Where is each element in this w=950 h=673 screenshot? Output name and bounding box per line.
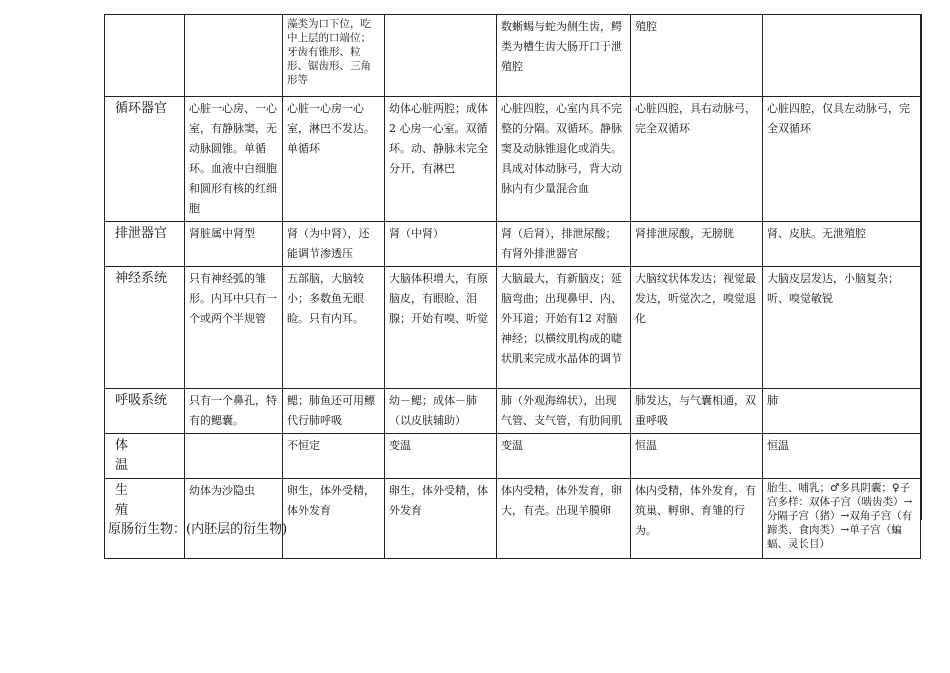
table-cell: 卵生，体外受精，体外发育: [385, 479, 497, 559]
table-cell: 变温: [385, 434, 497, 479]
table-cell: 不恒定: [283, 434, 385, 479]
table-cell: 肾（中肾）: [385, 222, 497, 267]
table-row-temperature: [105, 434, 921, 479]
row-label: 呼吸系统: [105, 389, 185, 434]
table-cell: 心脏四腔，心室内具不完整的分隔。双循环。静脉窦及动脉锥退化或消失。具成对体动脉弓，背大动脉内有少量混合血: [497, 97, 631, 222]
table-cell: 恒温: [631, 434, 763, 479]
table-cell: 肾、皮肤。无泄殖腔: [763, 222, 921, 267]
table-cell: 鳃；肺鱼还可用鳔代行肺呼吸: [283, 389, 385, 434]
table-cell: 心脏一心房、一心室，有静脉窦，无动脉圆锥。单循环。血液中白细胞和圆形有核的红细胞: [185, 97, 283, 222]
table-cell: 体内受精，体外发育，卵大，有壳。出现羊膜卵: [497, 479, 631, 559]
table-cell: 体内受精，体外发育，有筑巢、孵卵、育雏的行为。: [631, 479, 763, 559]
table-row-nervous: [105, 267, 921, 389]
table-cell: 变温: [497, 434, 631, 479]
table-cell: 肺发达，与气囊相通，双重呼吸: [631, 389, 763, 434]
table-cell: [185, 15, 283, 97]
table-cell: 只有神经弧的雏形。内耳中只有一个或两个半规管: [185, 267, 283, 389]
footer-note: 原肠衍生物：(内胚层的衍生物): [108, 522, 288, 537]
table-cell: [763, 15, 921, 97]
table-cell: 只有一个鼻孔，特有的鳃囊。: [185, 389, 283, 434]
table-cell: 肾（后肾），排泄尿酸；有肾外排泄器官: [497, 222, 631, 267]
table-cell: 数蜥蜴与蛇为侧生齿，鳄类为槽生齿大肠开口于泄殖腔: [497, 15, 631, 97]
table-cell: 肺（外观海绵状），出现气管、支气管，有肋间肌: [497, 389, 631, 434]
comparison-table: [104, 14, 921, 559]
table-cell: 胎生、哺乳；♂多具阴囊；♀子宫多样：双体子宫（啮齿类）→分隔子宫（猪）→双角子宫（有蹄类、食肉类）→单子宫（蝙蝠、灵长目）: [763, 479, 921, 559]
page-edge-line: [920, 14, 925, 520]
table-cell: 肾脏属中肾型: [185, 222, 283, 267]
table-cell: 幼体为沙隐虫: [185, 479, 283, 559]
row-label: 神经系统: [105, 267, 185, 389]
row-label: [105, 15, 185, 97]
table-cell: 肺: [763, 389, 921, 434]
table-cell: [185, 434, 283, 479]
table-cell: 大脑纹状体发达；视觉最发达，听觉次之，嗅觉退化: [631, 267, 763, 389]
table-cell: 心脏一心房一心室，淋巴不发达。单循环: [283, 97, 385, 222]
table-row-reproduction: [105, 479, 921, 559]
table-cell: 大脑体积增大，有原脑皮，有眼睑、泪腺；开始有嗅、听觉: [385, 267, 497, 389]
row-label: 循环器官: [105, 97, 185, 222]
table-row-circulation: [105, 97, 921, 222]
row-label: 体温: [105, 434, 185, 479]
table-cell: 五部脑，大脑较小；多数鱼无眼睑。只有内耳。: [283, 267, 385, 389]
table-row-respiration: [105, 389, 921, 434]
table-cell: 恒温: [763, 434, 921, 479]
table-cell: 心脏四腔，具右动脉弓，完全双循环: [631, 97, 763, 222]
table-cell: 肾（为中肾），还能调节渗透压: [283, 222, 385, 267]
table-row-top: [105, 15, 921, 97]
table-row-excretion: [105, 222, 921, 267]
row-label: 排泄器官: [105, 222, 185, 267]
table-cell: 幼－鳃；成体－肺（以皮肤辅助）: [385, 389, 497, 434]
table-cell: 殖腔: [631, 15, 763, 97]
table-cell: 大脑最大，有新脑皮；延脑弯曲；出现鼻甲、内、外耳道；开始有12 对脑神经；以横纹肌构成的睫状肌来完成水晶体的调节: [497, 267, 631, 389]
table-cell: [385, 15, 497, 97]
table-cell: 卵生，体外受精，体外发育: [283, 479, 385, 559]
table-cell: 藻类为口下位，吃中上层的口端位；牙齿有锥形、粒形、锯齿形、三角形等: [283, 15, 385, 97]
table-cell: 肾排泄尿酸，无膀胱: [631, 222, 763, 267]
table-cell: 幼体心脏两腔；成体 2 心房一心室。双循环。动、静脉未完全分开，有淋巴: [385, 97, 497, 222]
row-label: 生殖: [105, 479, 185, 559]
table-cell: 大脑皮层发达，小脑复杂；听、嗅觉敏锐: [763, 267, 921, 389]
table-cell: 心脏四腔，仅具左动脉弓，完全双循环: [763, 97, 921, 222]
